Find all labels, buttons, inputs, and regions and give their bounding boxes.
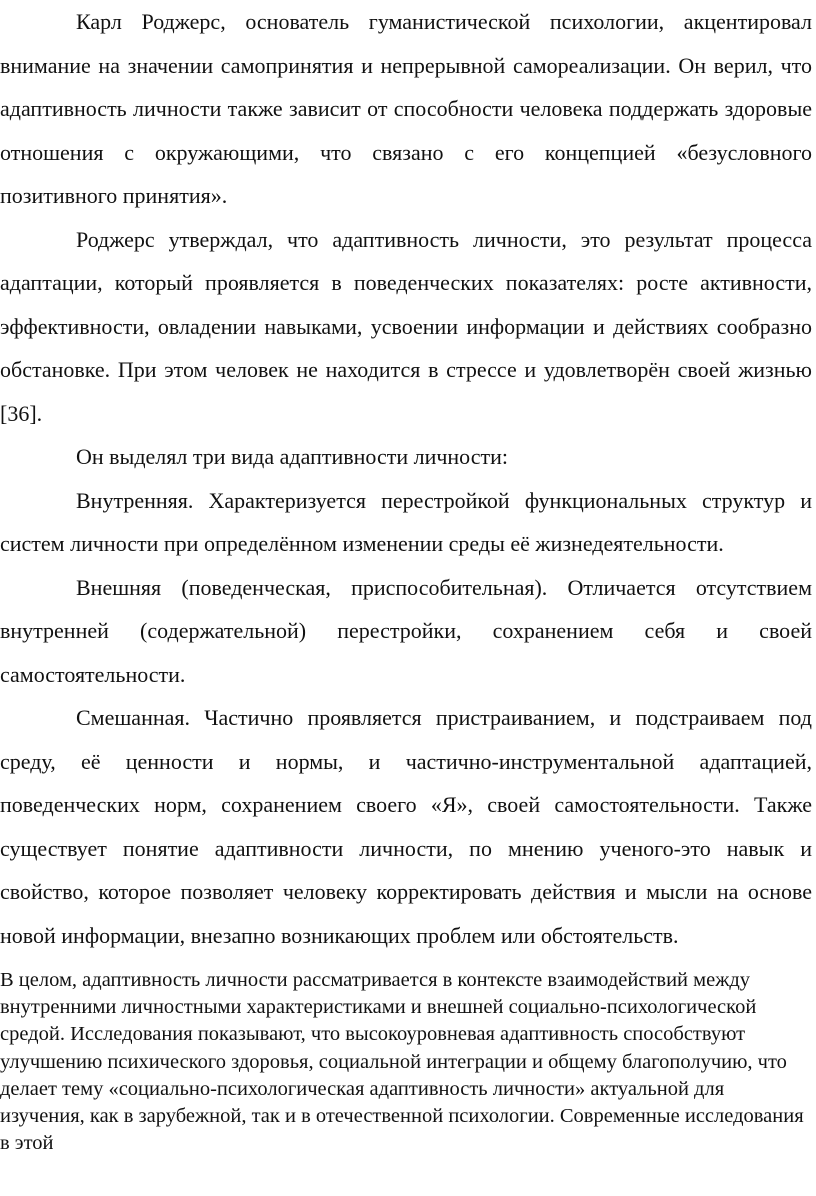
paragraph-external-type: Внешняя (поведенческая, приспособительная). Отличается отсутствием внутренней (содержательной) перестройки, сохранением себя и своей самостоятельности. xyxy=(0,574,812,687)
paragraph-rogers-adaptivity: Роджерс утверждал, что адаптивность личности, это результат процесса адаптации, который проявляется в поведенческих показателях: росте активности, эффективности, овладении навыками, усвоении информации и действиях сообразно обстановке. При этом человек не находится в стрессе и удовлетворён своей жизнью [36]. xyxy=(0,226,812,426)
paragraph-rogers-intro: Карл Роджерс, основатель гуманистической психологии, акцентировал внимание на значении самопринятия и непрерывной самореализации. Он верил, что адаптивность личности также зависит от способности человека поддержать здоровые отношения с окружающими, что связано с его концепцией «безусловного позитивного принятия». xyxy=(0,9,812,208)
paragraph-mixed-type: Смешанная. Частично проявляется пристраиванием, и подстраиваем под среду, её ценности и нормы, и частично-инструментальной адаптацией, поведенческих норм, сохранением своего «Я», своей самостоятельности. Также существует понятие адаптивности личности, по мнению ученого-это навык и свойство, которое позволяет человеку корректировать действия и мысли на основе новой информации, внезапно возникающих проблем или обстоятельств. xyxy=(0,705,812,948)
paragraph-internal-type: Внутренняя. Характеризуется перестройкой функциональных структур и систем личности при определённом изменении среды её жизнедеятельности. xyxy=(0,487,812,556)
paragraph-conclusion: В целом, адаптивность личности рассматривается в контексте взаимодействий между внутренними личностными характеристиками и внешней социально-психологической средой. Исследования показывают, что высокоуровневая адаптивность способствуют улучшению психического здоровья, социальной интеграции и общему благополучию, что делает тему «социально-психологическая адаптивность личности» актуальной для изучения, как в зарубежной, так и в отечественной психологии. Современные исследования в этой xyxy=(0,969,804,1155)
paragraph-three-types: Он выделял три вида адаптивности личности: xyxy=(76,444,508,469)
